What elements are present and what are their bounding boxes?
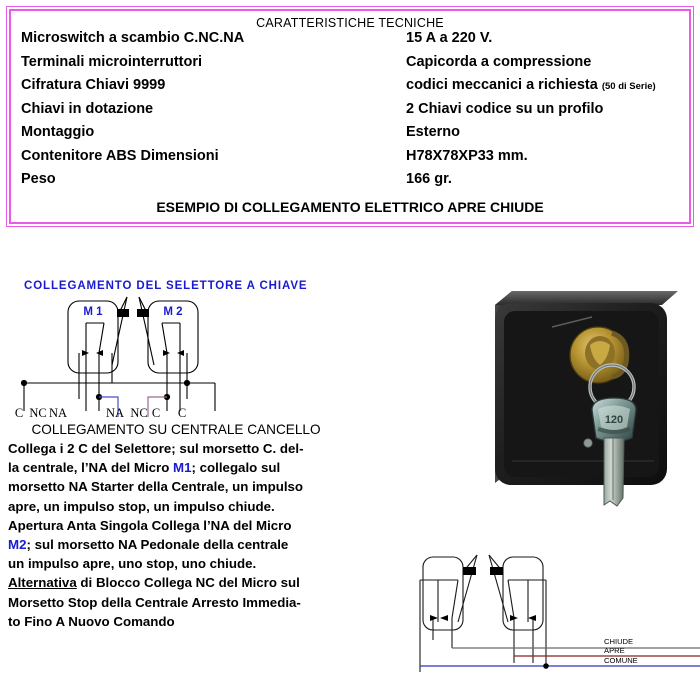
spec-row	[11, 54, 689, 78]
spec-row	[11, 171, 689, 195]
spec-value-main: 2 Chiavi codice su un profilo	[406, 100, 604, 117]
spec-value	[406, 54, 591, 70]
key-blade	[604, 438, 624, 506]
technical-specifications-panel	[9, 9, 691, 224]
instruction-text: Collega i 2 C del Selettore; sul morsetto C. del-	[8, 441, 304, 456]
spec-value-main: Esterno	[406, 124, 460, 140]
spec-label: Chiavi in dotazione	[21, 100, 154, 117]
selector-wiring-diagram	[0, 295, 350, 425]
spec-value	[406, 171, 452, 187]
spec-row	[11, 30, 689, 54]
instruction-line	[8, 497, 344, 516]
m2-actuator-block	[137, 309, 149, 317]
centrale-instructions-block	[8, 421, 344, 631]
instruction-line	[8, 612, 344, 631]
spec-value-note: (50 di Serie)	[601, 81, 656, 92]
m1-contact-arm-diag	[99, 323, 104, 353]
spec-value-main: Capicorda a compressione	[406, 53, 592, 70]
spec-value-main: codici meccanici a richiesta	[406, 77, 598, 93]
contact-arrow-marks	[430, 615, 536, 621]
key-code-label: 120	[604, 414, 624, 426]
contact-arrow-marks	[82, 350, 184, 356]
terminal-label: C	[177, 406, 187, 420]
spec-row	[11, 148, 689, 172]
microswitch-right-body	[503, 557, 543, 630]
spec-label: Cifratura Chiavi 9999	[21, 77, 166, 93]
instruction-line	[8, 458, 344, 477]
spec-label: Montaggio	[21, 124, 95, 140]
junction-dot	[21, 380, 27, 386]
instruction-text: apre, un impulso stop, un impulso chiude.	[8, 498, 275, 514]
instruction-line	[8, 516, 344, 535]
spec-label: Microswitch a scambio C.NC.NA	[21, 30, 245, 46]
spec-table-title: CARATTERISTICHE TECNICHE	[256, 16, 444, 30]
contact-arrow	[430, 615, 438, 621]
terminal-label: C	[14, 406, 24, 420]
instruction-text: to Fino A Nuovo Comando	[8, 613, 175, 629]
terminal-label: NC	[29, 406, 47, 420]
instruction-line	[8, 439, 344, 458]
spec-row	[11, 124, 689, 148]
selector-diagram-title: COLLEGAMENTO DEL SELETTORE A CHIAVE	[24, 280, 308, 292]
micro-ref-m2: M2	[8, 537, 27, 553]
spec-value	[406, 124, 460, 140]
instruction-text: di Blocco Collega NC del Micro sul	[76, 575, 300, 591]
m1-actuator-block	[117, 309, 129, 317]
output-label-comune: COMUNE	[604, 656, 638, 665]
micro-ref-m1: M1	[173, 460, 192, 476]
instruction-text: ; sul morsetto NA Pedonale della centrale	[26, 537, 289, 553]
instruction-line	[8, 593, 344, 612]
microswitch-label-m1: M 1	[83, 306, 103, 318]
right-contact-arm-diag	[508, 580, 514, 618]
terminal-label: C	[151, 406, 161, 420]
spec-value-main: H78X78XP33 mm.	[406, 147, 528, 164]
spec-value-main: 166 gr.	[406, 171, 452, 187]
contact-arrow	[440, 615, 448, 621]
instruction-line	[8, 554, 344, 573]
left-contact-arm-diag	[452, 580, 458, 618]
spec-row	[11, 101, 689, 125]
apre-chiude-wiring-diagram	[400, 530, 700, 690]
instruction-line	[8, 535, 344, 554]
junction-dot	[184, 380, 190, 386]
spec-row	[11, 77, 689, 101]
spec-label: Peso	[21, 171, 56, 187]
output-label-apre: APRE	[604, 646, 625, 655]
product-photo-key-selector	[440, 275, 700, 535]
spec-value-main: 15 A a 220 V.	[406, 30, 493, 46]
instruction-line	[8, 477, 344, 496]
spec-value	[406, 77, 656, 93]
m2-actuator-arm	[139, 297, 154, 365]
contact-arrow	[528, 615, 536, 621]
instruction-text: Apertura Anta Singola Collega l’NA del Micro	[8, 517, 292, 533]
output-label-chiude: CHIUDE	[604, 637, 634, 646]
microswitch-label-m2: M 2	[163, 306, 183, 318]
terminal-label: NA	[48, 406, 68, 420]
instruction-text: ; collegalo sul	[191, 460, 281, 476]
instruction-text: un impulso apre, uno stop, uno chiude.	[8, 556, 257, 572]
right-actuator-arm	[489, 555, 508, 622]
spec-value	[406, 101, 603, 117]
right-actuator-block	[490, 567, 503, 575]
centrale-heading: COLLEGAMENTO SU CENTRALE CANCELLO	[31, 422, 321, 437]
spec-value	[406, 30, 492, 46]
m2-contact-arm-diag	[162, 323, 167, 353]
instruction-line	[8, 573, 344, 592]
left-actuator-block	[463, 567, 476, 575]
left-actuator-arm	[458, 555, 477, 622]
instruction-text: Morsetto Stop della Centrale Arresto Immedia-	[8, 594, 301, 610]
instruction-text: morsetto NA Starter della Centrale, un impulso	[8, 479, 304, 495]
spec-table-footer: ESEMPIO DI COLLEGAMENTO ELETTRICO APRE CHIUDE	[156, 198, 544, 215]
enclosure-top	[495, 291, 678, 305]
spec-value	[406, 148, 528, 164]
alternativa-keyword: Alternativa	[8, 575, 77, 591]
spec-label: Contenitore ABS Dimensioni	[21, 147, 219, 164]
terminal-labels	[15, 406, 186, 420]
instruction-text: la centrale, l’NA del Micro	[8, 460, 174, 476]
junction-dot	[543, 663, 549, 669]
m1-actuator-arm	[112, 297, 127, 365]
spec-label: Terminali microinterruttori	[21, 53, 203, 70]
panel-screw	[584, 439, 592, 447]
terminal-label: NC	[130, 406, 148, 420]
terminal-label: NA	[105, 406, 125, 420]
output-labels	[604, 637, 638, 665]
